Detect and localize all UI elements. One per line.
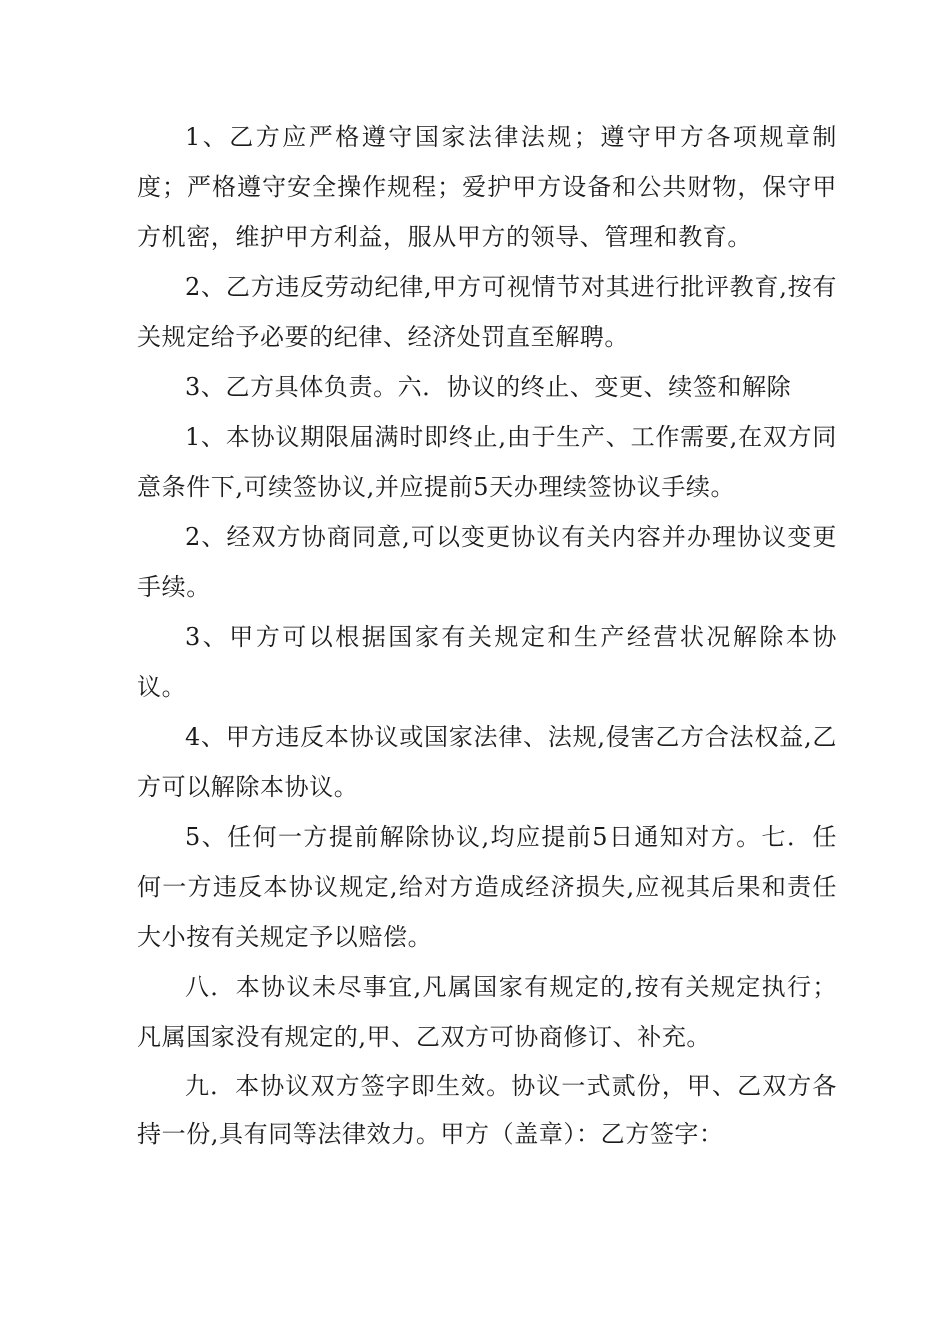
paragraph-10: 九．本协议双方签字即生效。协议一式贰份，甲、乙双方各持一份,具有同等法律效力。甲方（盖章）：乙方签字： xyxy=(137,1072,837,1148)
paragraph-6: 3、甲方可以根据国家有关规定和生产经营状况解除本协议。 xyxy=(137,623,837,701)
paragraph-7: 4、甲方违反本协议或国家法律、法规,侵害乙方合法权益,乙方可以解除本协议。 xyxy=(137,723,837,801)
paragraph-1: 1、乙方应严格遵守国家法律法规；遵守甲方各项规章制度；严格遵守安全操作规程；爱护甲方设备和公共财物，保守甲方机密，维护甲方利益，服从甲方的领导、管理和教育。 xyxy=(137,123,837,251)
document-body xyxy=(137,112,837,1158)
paragraph-9: 八．本协议未尽事宜,凡属国家有规定的,按有关规定执行；凡属国家没有规定的,甲、乙双方可协商修订、补充。 xyxy=(137,973,837,1051)
paragraph-4: 1、本协议期限届满时即终止,由于生产、工作需要,在双方同意条件下,可续签协议,并应提前5天办理续签协议手续。 xyxy=(137,423,837,501)
paragraph-8: 5、任何一方提前解除协议,均应提前5日通知对方。七．任何一方违反本协议规定,给对方造成经济损失,应视其后果和责任大小按有关规定予以赔偿。 xyxy=(137,823,837,951)
paragraph-2: 2、乙方违反劳动纪律,甲方可视情节对其进行批评教育,按有关规定给予必要的纪律、经济处罚直至解聘。 xyxy=(137,273,837,351)
paragraph-5: 2、经双方协商同意,可以变更协议有关内容并办理协议变更手续。 xyxy=(137,523,837,601)
paragraph-3: 3、乙方具体负责。六．协议的终止、变更、续签和解除 xyxy=(185,373,792,401)
